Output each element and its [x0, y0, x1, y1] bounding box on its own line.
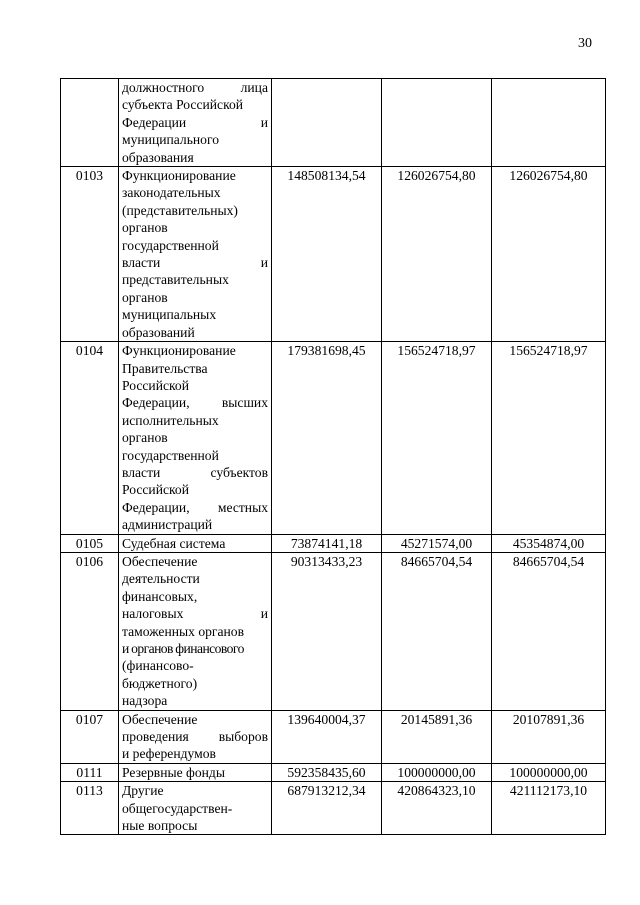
word: Федерации [122, 114, 187, 130]
amount-cell-2: 126026754,80 [382, 167, 492, 342]
amount-cell-1 [272, 79, 382, 167]
section-name-line: органов [122, 430, 168, 446]
section-name-line [122, 605, 268, 622]
word: власти [122, 255, 161, 271]
table-row [61, 710, 606, 763]
section-name-line: представительных [122, 272, 229, 288]
word: местных [217, 499, 268, 515]
section-name-line: (представительных) [122, 202, 238, 218]
section-code-cell [61, 79, 119, 167]
amount-cell-2: 156524718,97 [382, 342, 492, 534]
amount-cell-2: 20145891,36 [382, 710, 492, 763]
amount-cell-3: 421112173,10 [492, 782, 606, 835]
section-code-cell: 0111 [61, 763, 119, 781]
word: субъектов [210, 464, 268, 480]
section-name-line: государственной [122, 447, 219, 463]
table-row [61, 79, 606, 167]
section-name-line [122, 464, 268, 481]
section-name-line: и референдумов [122, 746, 216, 762]
section-code-cell: 0106 [61, 552, 119, 710]
section-name-line: Судебная система [122, 535, 226, 551]
section-name-line [122, 728, 268, 745]
amount-cell-1: 90313433,23 [272, 552, 382, 710]
section-name-line: надзора [122, 693, 168, 709]
section-name-line: Другие [122, 783, 164, 799]
section-name-line: бюджетного) [122, 675, 198, 691]
section-name-line: ные вопросы [122, 818, 198, 834]
section-name-line: финансовых, [122, 588, 198, 604]
section-name-line: Обеспечение [122, 711, 198, 727]
section-name-line [122, 499, 268, 516]
word: Федерации, [122, 395, 190, 411]
section-name-line: Российской [122, 482, 189, 498]
section-name-line: образований [122, 324, 195, 340]
page-number: 30 [578, 36, 592, 51]
amount-cell-3: 84665704,54 [492, 552, 606, 710]
amount-cell-2 [382, 79, 492, 167]
word: выборов [218, 729, 268, 745]
section-name-line: деятельности [122, 571, 200, 587]
section-name-line: Правительства [122, 360, 208, 376]
table-row [61, 782, 606, 835]
amount-cell-2: 420864323,10 [382, 782, 492, 835]
amount-cell-1: 148508134,54 [272, 167, 382, 342]
section-name-cell [119, 763, 272, 781]
word: лица [240, 80, 268, 95]
amount-cell-1: 73874141,18 [272, 534, 382, 552]
section-name-line: муниципальных [122, 307, 217, 323]
section-name-line: органов [122, 289, 168, 305]
section-name-line [122, 394, 268, 411]
word: Федерации, [122, 499, 190, 515]
amount-cell-3 [492, 79, 606, 167]
section-code-cell: 0113 [61, 782, 119, 835]
section-name-line: общегосударствен- [122, 800, 233, 816]
amount-cell-1: 687913212,34 [272, 782, 382, 835]
budget-table-body [61, 79, 606, 835]
section-code-cell: 0105 [61, 534, 119, 552]
word: и [260, 114, 268, 130]
table-row [61, 763, 606, 781]
section-name-line: субъекта Российской [122, 97, 244, 113]
word: налоговых [122, 606, 184, 622]
section-name-line: таможенных органов [122, 623, 245, 639]
section-name-line: Российской [122, 377, 189, 393]
table-row [61, 342, 606, 534]
amount-cell-3: 156524718,97 [492, 342, 606, 534]
table-row [61, 552, 606, 710]
section-name-line [122, 114, 268, 131]
section-name-line: Функционирование [122, 343, 236, 359]
amount-cell-2: 84665704,54 [382, 552, 492, 710]
word: и [260, 255, 268, 271]
section-name-line: исполнительных [122, 412, 219, 428]
table-row [61, 534, 606, 552]
amount-cell-1: 179381698,45 [272, 342, 382, 534]
amount-cell-3: 20107891,36 [492, 710, 606, 763]
section-name-cell [119, 710, 272, 763]
section-code-cell: 0104 [61, 342, 119, 534]
section-name-cell [119, 167, 272, 342]
section-name-line [122, 254, 268, 271]
section-name-line: законодательных [122, 185, 221, 201]
section-name-line: Обеспечение [122, 553, 198, 569]
section-name-line: образования [122, 149, 194, 165]
word: и [260, 606, 268, 622]
section-name-line: Функционирование [122, 168, 236, 184]
section-name-cell [119, 552, 272, 710]
word: высших [221, 395, 268, 411]
section-name-line: муниципального [122, 132, 220, 148]
section-name-line: Резервные фонды [122, 764, 225, 780]
budget-table [60, 78, 606, 835]
amount-cell-3: 126026754,80 [492, 167, 606, 342]
amount-cell-1: 139640004,37 [272, 710, 382, 763]
section-name-line: органов [122, 220, 168, 236]
section-name-cell [119, 79, 272, 167]
section-name-cell [119, 782, 272, 835]
section-name-line: и органов финансового [122, 641, 244, 656]
section-name-cell [119, 342, 272, 534]
table-row [61, 167, 606, 342]
section-name-line [122, 79, 268, 96]
amount-cell-3: 100000000,00 [492, 763, 606, 781]
amount-cell-2: 45271574,00 [382, 534, 492, 552]
amount-cell-3: 45354874,00 [492, 534, 606, 552]
section-code-cell: 0103 [61, 167, 119, 342]
word: должностного [122, 80, 205, 95]
section-name-cell [119, 534, 272, 552]
amount-cell-2: 100000000,00 [382, 763, 492, 781]
word: проведения [122, 729, 189, 745]
section-name-line: государственной [122, 237, 219, 253]
section-name-line: администраций [122, 517, 213, 533]
amount-cell-1: 592358435,60 [272, 763, 382, 781]
section-name-line: (финансово- [122, 658, 194, 674]
section-code-cell: 0107 [61, 710, 119, 763]
word: власти [122, 464, 161, 480]
